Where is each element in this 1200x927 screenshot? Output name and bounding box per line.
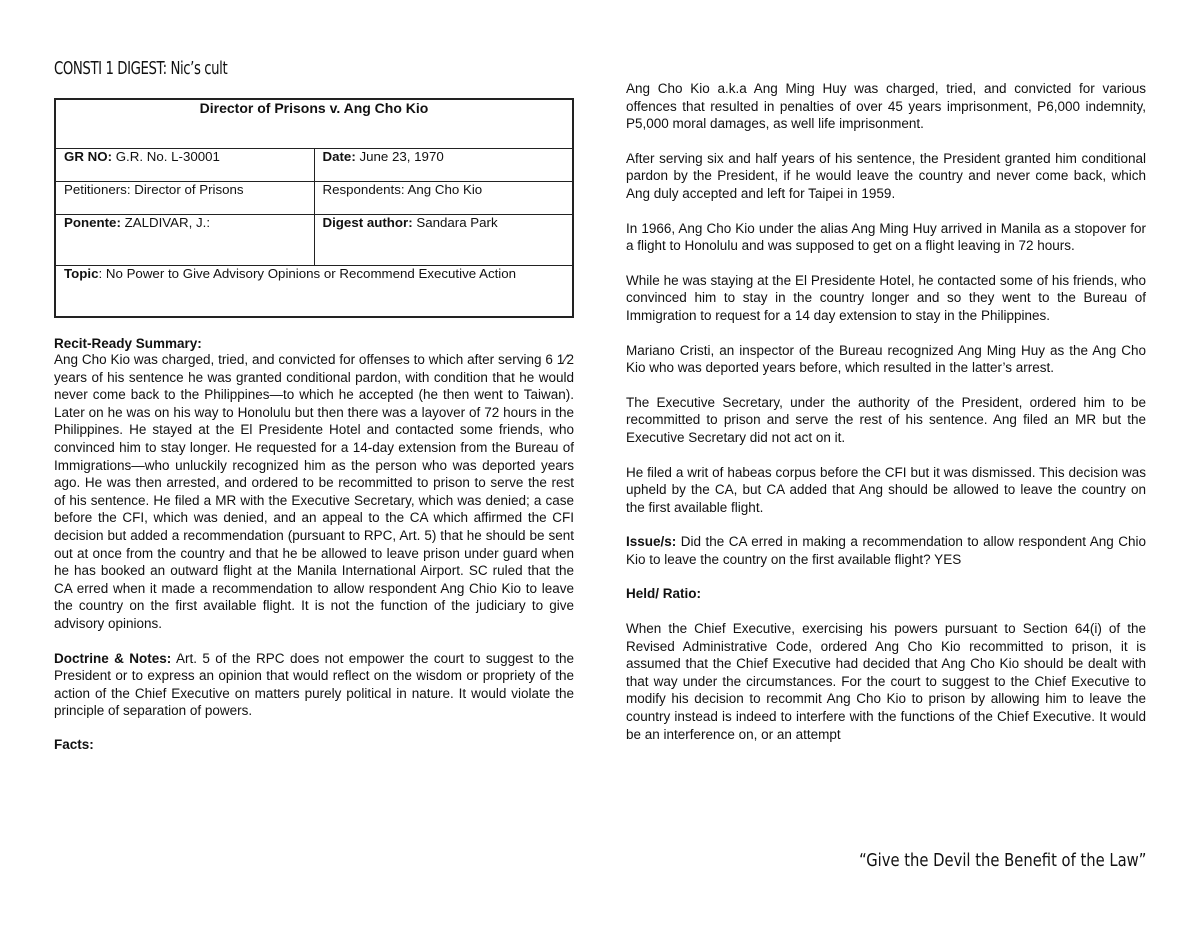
- facts-paragraph: He filed a writ of habeas corpus before the CFI but it was dismissed. This decision was upheld by the CA, but CA added that Ang should be allowed to leave the country on the first available flight.: [626, 464, 1146, 515]
- facts-paragraph: Mariano Cristi, an inspector of the Bureau recognized Ang Ming Huy as the Ang Cho Kio who was deported years before, which resulted in the latter’s arrest.: [626, 342, 1146, 376]
- respondents-cell: Respondents: Ang Cho Kio: [314, 182, 573, 215]
- footer-quote: “Give the Devil the Benefit of the Law”: [858, 850, 1146, 871]
- topic-cell: [55, 266, 573, 318]
- digest-author-cell: [314, 215, 573, 266]
- date-label: Date:: [322, 149, 356, 164]
- summary-heading: Recit-Ready Summary:: [54, 336, 202, 351]
- author-value: Sandara Park: [412, 215, 498, 230]
- issue-label: Issue/s:: [626, 534, 677, 550]
- gr-value: G.R. No. L-30001: [112, 149, 220, 164]
- ponente-cell: [55, 215, 314, 266]
- held-text: When the Chief Executive, exercising his powers pursuant to Section 64(i) of the Revised Administrative Code, ordered Ang Cho Kio recommitted to prison, it is assumed that the Chief Executive had decided that Ang Cho Kio should be dealt with that way under the circumstances. For the court to suggest to the Chief Executive to modify his decision to recommit Ang Cho Kio to prison by allowing him to leave the country instead is indeed to interfere with the functions of the Chief Executive. It would be an interference on, or an attempt: [626, 621, 1146, 742]
- ponente-label: Ponente:: [64, 215, 121, 230]
- doctrine-text: Art. 5 of the RPC does not empower the court to suggest to the President or to express an opinion that would reflect on the wisdom or propriety of the action of the Chief Executive on matters purely political in nature. It would violate the principle of separation of powers.: [54, 650, 574, 719]
- facts-heading: Facts:: [54, 736, 94, 752]
- author-label: Digest author:: [322, 215, 413, 230]
- facts-paragraph: After serving six and half years of his sentence, the President granted him conditional pardon by the President, if he would leave the country and never come back, which Ang duly accepted and left for Taipei in 1959.: [626, 150, 1146, 201]
- gr-number-cell: [55, 149, 314, 182]
- issue-text: Did the CA erred in making a recommendation to allow respondent Ang Chio Kio to leave the country on the first available flight? YES: [626, 534, 1146, 567]
- summary-text: Ang Cho Kio was charged, tried, and convicted for offenses to which after serving 6 1⁄2 years of his sentence he was granted conditional pardon, with condition that he would never come back to the Philippines—to which he accepted (he then went to Taiwan). Later on he was on his way to Honolulu but then there was a layover of 72 hours in the Philippines. He stayed at the El Presidente Hotel and contacted some friends, who convinced him to stay longer. He requested for a 14-day extension from the Bureau of Immigrations—who unluckily recognized him as the person who was deported years ago. He was then arrested, and ordered to be recommitted to prison to serve the rest of his sentence. He filed a MR with the Executive Secretary, which was denied; a case before the CFI, which was denied, and an appeal to the CA which affirmed the CFI decision but added a recommendation (pursuant to RPC, Art. 5) that he should be sent out at once from the country and that he be allowed to leave prison under guard when he has booked an outward flight at the Manila International Airport. SC ruled that the CA erred when it made a recommendation to allow respondent Ang Chio Kio to leave the country on the first available flight. It is not the function of the judiciary to give advisory opinions.: [54, 352, 574, 631]
- facts-paragraph: The Executive Secretary, under the authority of the President, ordered him to be recommitted to prison and serve the rest of his sentence. Ang filed an MR but the Executive Secretary did not act on it.: [626, 394, 1146, 445]
- topic-value: : No Power to Give Advisory Opinions or Recommend Executive Action: [98, 266, 517, 281]
- held-heading: Held/ Ratio:: [626, 586, 702, 602]
- date-value: June 23, 1970: [355, 149, 444, 164]
- case-title: Director of Prisons v. Ang Cho Kio: [55, 99, 573, 149]
- right-column: [626, 80, 1146, 743]
- facts-paragraph: In 1966, Ang Cho Kio under the alias Ang Ming Huy arrived in Manila as a stopover for a flight to Honolulu and was supposed to get on a flight leaving in 72 hours.: [626, 220, 1146, 254]
- page-header-title: CONSTI 1 DIGEST: Nic’s cult: [54, 58, 228, 79]
- date-cell: [314, 149, 573, 182]
- left-column: [54, 98, 574, 752]
- gr-label: GR NO:: [64, 149, 113, 164]
- doctrine-paragraph: [54, 650, 574, 720]
- ponente-value: ZALDIVAR, J.:: [120, 215, 211, 230]
- topic-label: Topic: [64, 266, 99, 281]
- case-info-table: [54, 98, 574, 318]
- doctrine-label: Doctrine & Notes:: [54, 650, 172, 666]
- facts-paragraph: Ang Cho Kio a.k.a Ang Ming Huy was charged, tried, and convicted for various offences that resulted in penalties of over 45 years imprisonment, P6,000 indemnity, P5,000 moral damages, as well life imprisonment.: [626, 81, 1146, 132]
- issue-paragraph: [626, 533, 1146, 568]
- facts-paragraph: While he was staying at the El Presidente Hotel, he contacted some of his friends, who convinced him to stay in the country longer and so they went to the Bureau of Immigration to request for a 14 day extension to stay in the Philippines.: [626, 272, 1146, 323]
- petitioners-cell: Petitioners: Director of Prisons: [55, 182, 314, 215]
